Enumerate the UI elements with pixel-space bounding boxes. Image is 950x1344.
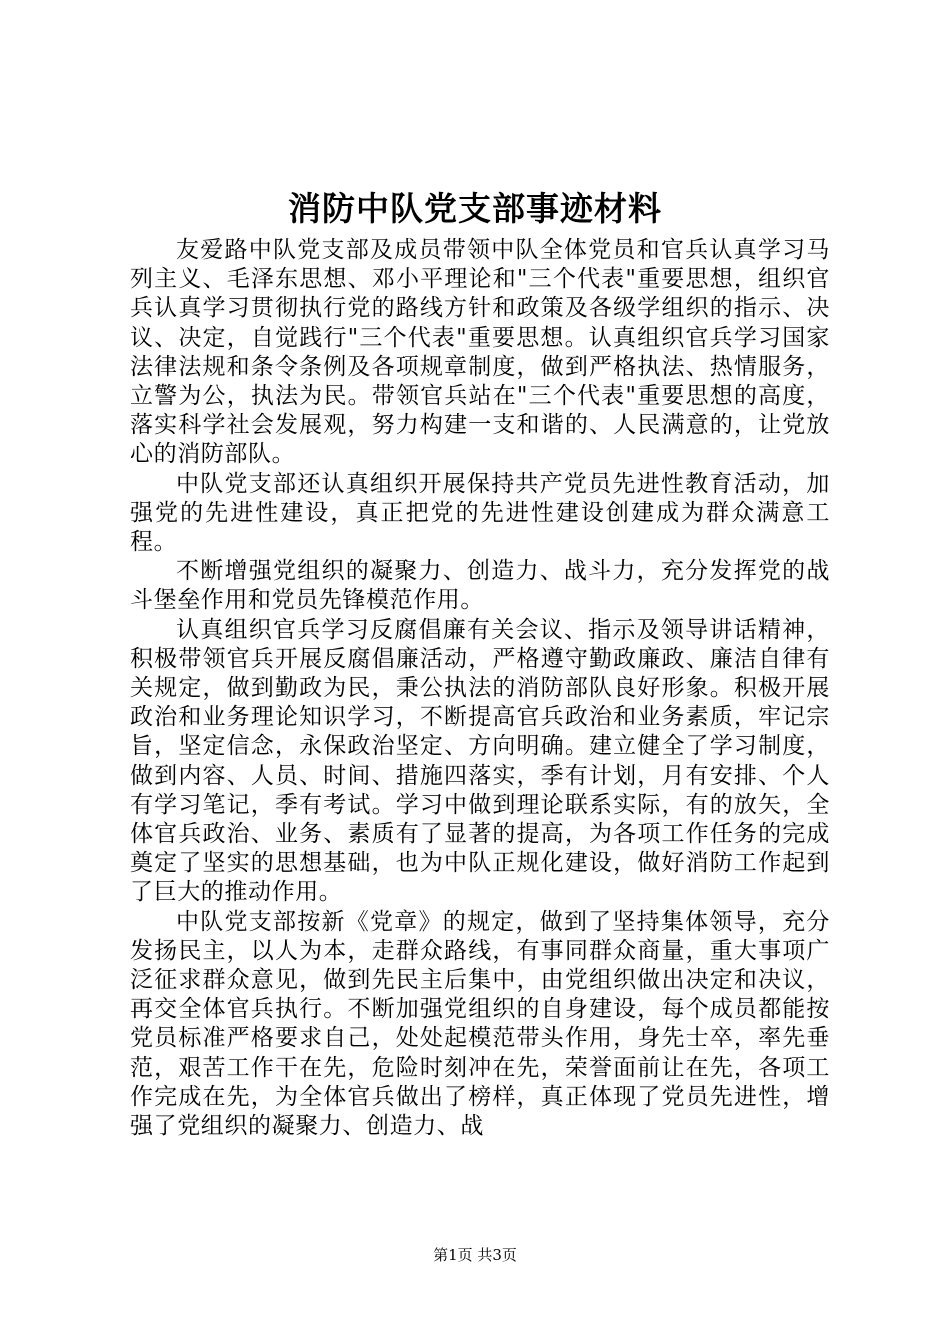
paragraph-1: 友爱路中队党支部及成员带领中队全体党员和官兵认真学习马列主义、毛泽东思想、邓小平理论和"三个代表"重要思想，组织官兵认真学习贯彻执行党的路线方针和政策及各级学组织的指示、决议、决定，自觉践行"三个代表"重要思想。认真组织官兵学习国家法律法规和条令条例及各项规章制度，做到严格执法、热情服务，立警为公，执法为民。带领官兵站在"三个代表"重要思想的高度，落实科学社会发展观，努力构建一支和谐的、人民满意的，让党放心的消防部队。 [130,237,830,468]
paragraph-5: 中队党支部按新《党章》的规定，做到了坚持集体领导，充分发扬民主，以人为本，走群众路线，有事同群众商量，重大事项广泛征求群众意见，做到先民主后集中，由党组织做出决定和决议，再交全体官兵执行。不断加强党组织的自身建设，每个成员都能按党员标准严格要求自己，处处起模范带头作用，身先士卒，率先垂范，艰苦工作干在先，危险时刻冲在先，荣誉面前让在先，各项工作完成在先，为全体官兵做出了榜样，真正体现了党员先进性，增强了党组织的凝聚力、创造力、战 [130,908,830,1140]
paragraph-3: 不断增强党组织的凝聚力、创造力、战斗力，充分发挥党的战斗堡垒作用和党员先锋模范作用。 [130,558,830,614]
paragraph-2: 中队党支部还认真组织开展保持共产党员先进性教育活动，加强党的先进性建设，真正把党的先进性建设创建成为群众满意工程。 [130,470,830,556]
paragraph-4: 认真组织官兵学习反腐倡廉有关会议、指示及领导讲话精神，积极带领官兵开展反腐倡廉活动，严格遵守勤政廉政、廉洁自律有关规定，做到勤政为民，秉公执法的消防部队良好形象。积极开展政治和业务理论知识学习，不断提高官兵政治和业务素质，牢记宗旨，坚定信念，永保政治坚定、方向明确。建立健全了学习制度，做到内容、人员、时间、措施四落实，季有计划，月有安排、个人有学习笔记，季有考试。学习中做到理论联系实际，有的放矢，全体官兵政治、业务、素质有了显著的提高，为各项工作任务的完成奠定了坚实的思想基础，也为中队正规化建设，做好消防工作起到了巨大的推动作用。 [130,616,830,906]
document-title: 消防中队党支部事迹材料 [288,189,662,228]
page-footer: 第1页 共3页 [433,1246,517,1264]
document-body [130,236,830,1141]
